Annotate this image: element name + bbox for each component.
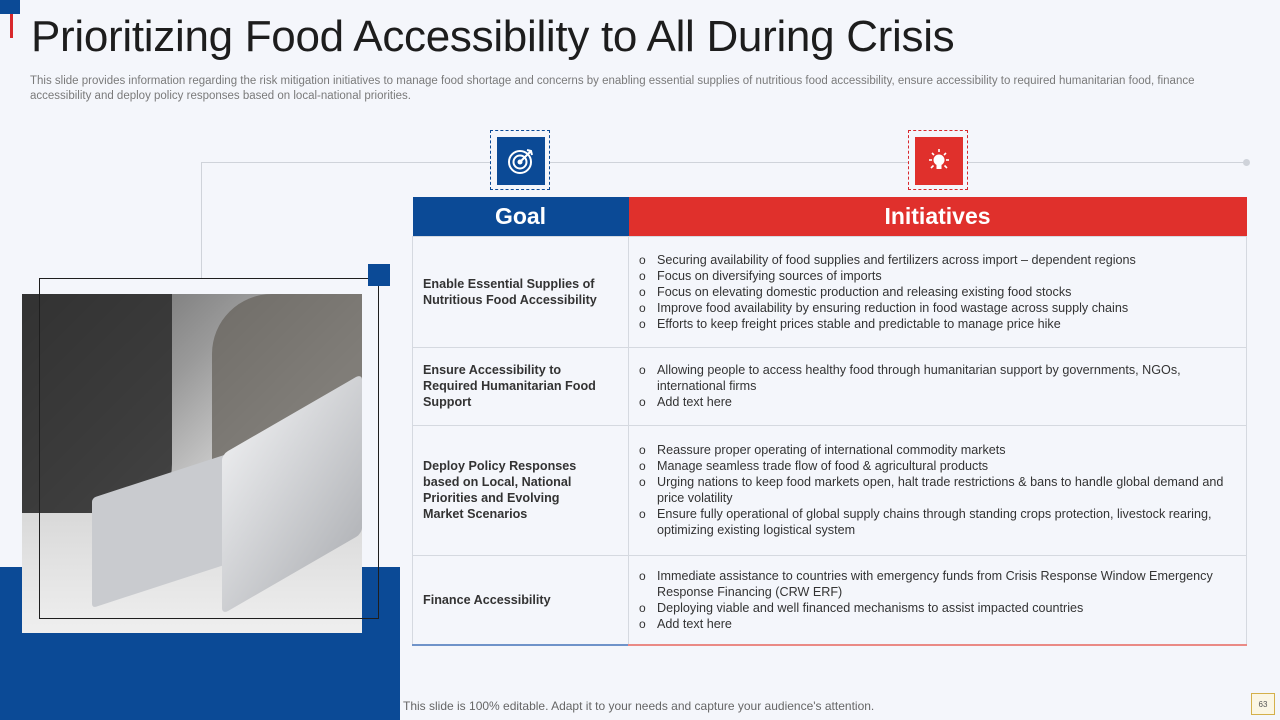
connector-end-dot <box>1243 159 1250 166</box>
initiatives-cell[interactable] <box>629 425 1247 555</box>
initiatives-cell[interactable] <box>629 347 1247 425</box>
goal-cell[interactable] <box>413 555 629 644</box>
list-item: o Focus on elevating domestic production and releasing existing food stocks <box>639 284 1232 300</box>
list-item: o Immediate assistance to countries with emergency funds from Crisis Response Window Emergency Response Financing (CRW ERF) <box>639 568 1232 600</box>
initiatives-list <box>639 442 1232 538</box>
goal-cell[interactable] <box>413 425 629 555</box>
table-header-row <box>413 197 1247 236</box>
photo-frame-outline <box>39 278 379 619</box>
goal-text: Finance Accessibility <box>423 592 551 607</box>
goal-column-header[interactable]: Goal <box>413 197 629 236</box>
list-item: o Urging nations to keep food markets open, halt trade restrictions & bans to handle global demand and price volatility <box>639 474 1232 506</box>
title-accent-bar <box>10 14 13 38</box>
list-item: o Efforts to keep freight prices stable and predictable to manage price hike <box>639 316 1232 332</box>
table-bottom-accent-blue <box>412 644 628 646</box>
list-item: o Add text here <box>639 616 1232 632</box>
table-row <box>413 347 1247 425</box>
list-item: o Manage seamless trade flow of food & agricultural products <box>639 458 1232 474</box>
goal-text: Ensure Accessibility to Required Humanitarian Food Support <box>423 363 596 409</box>
list-item: o Ensure fully operational of global supply chains through standing crops protection, livestock rearing, optimizing existing logistical system <box>639 506 1232 538</box>
slide-title[interactable]: Prioritizing Food Accessibility to All During Crisis <box>31 12 955 61</box>
goal-text: Deploy Policy Responses based on Local, National Priorities and Evolving Market Scenarios <box>423 459 577 521</box>
initiatives-list <box>639 362 1232 410</box>
goal-icon-box[interactable] <box>490 130 550 190</box>
decorative-blue-square <box>368 264 390 286</box>
goal-text: Enable Essential Supplies of Nutritious Food Accessibility <box>423 276 597 307</box>
accent-top-block <box>0 0 20 14</box>
table-row <box>413 236 1247 347</box>
initiatives-list <box>639 568 1232 632</box>
list-item: o Securing availability of food supplies and fertilizers across import – dependent regions <box>639 252 1232 268</box>
table-row <box>413 555 1247 644</box>
initiatives-column-header[interactable]: Initiatives <box>629 197 1247 236</box>
footer-note[interactable]: This slide is 100% editable. Adapt it to your needs and capture your audience's attention. <box>403 699 875 713</box>
initiatives-icon-box[interactable] <box>908 130 968 190</box>
list-item: o Allowing people to access healthy food through humanitarian support by governments, NGOs, international firms <box>639 362 1232 394</box>
initiatives-cell[interactable] <box>629 236 1247 347</box>
goal-initiatives-table[interactable] <box>412 197 1247 645</box>
list-item: o Improve food availability by ensuring reduction in food wastage across supply chains <box>639 300 1232 316</box>
table-row <box>413 425 1247 555</box>
list-item: o Reassure proper operating of international commodity markets <box>639 442 1232 458</box>
initiatives-list <box>639 252 1232 332</box>
connector-line-horizontal <box>201 162 1247 163</box>
goal-cell[interactable] <box>413 236 629 347</box>
page-number: 63 <box>1251 693 1275 715</box>
list-item: o Deploying viable and well financed mechanisms to assist impacted countries <box>639 600 1232 616</box>
table-bottom-accent-red <box>628 644 1247 646</box>
initiatives-cell[interactable] <box>629 555 1247 644</box>
list-item: o Focus on diversifying sources of imports <box>639 268 1232 284</box>
list-item: o Add text here <box>639 394 1232 410</box>
target-icon <box>497 137 545 185</box>
goal-cell[interactable] <box>413 347 629 425</box>
connector-line-vertical <box>201 162 202 278</box>
lightbulb-icon <box>915 137 963 185</box>
slide-subtitle[interactable]: This slide provides information regarding the risk mitigation initiatives to manage food shortage and concerns by enabling essential supplies of nutritious food accessibility, ensure accessibility to required humanitarian food, finance accessibility and deploy policy responses based on local-national priorities. <box>30 75 1195 102</box>
